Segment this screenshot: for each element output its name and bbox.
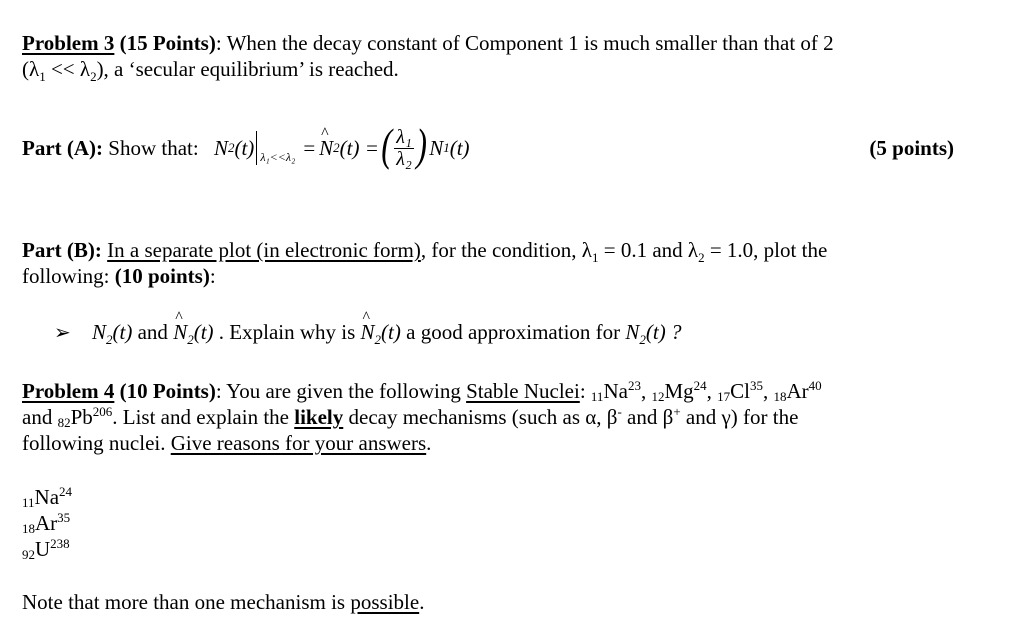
eq-symbol: = (303, 135, 316, 160)
mass-number: 23 (627, 378, 641, 393)
atomic-number: 11 (22, 495, 35, 510)
subscript: 1 (39, 69, 46, 85)
atomic-number: 17 (717, 389, 731, 404)
atomic-number: 11 (590, 389, 604, 404)
subscript: 2 (639, 332, 646, 348)
problem3-text1: : When the decay constant of Component 1 is much smaller than that of 2 (215, 31, 834, 55)
bullet-text: . Explain why is (213, 320, 361, 344)
note-text: . (419, 590, 425, 614)
note-possible: possible (350, 590, 420, 614)
partB-label: Part (B): (22, 238, 102, 262)
element-symbol: Na (603, 379, 628, 403)
eq-symbol: N (625, 320, 640, 344)
eq-symbol: (t) (193, 320, 214, 344)
eq-symbol: (t) (381, 320, 401, 344)
eq-symbol: N (360, 320, 375, 344)
evaluation-bar (256, 131, 296, 165)
atomic-number: 18 (773, 389, 787, 404)
paren-close: ) (416, 119, 427, 170)
subscript: 2 (698, 250, 705, 266)
mass-number: 35 (749, 378, 763, 393)
note-text: Note that more than one mechanism is (22, 590, 351, 614)
element-symbol: Ar (786, 379, 809, 403)
superscript: + (673, 404, 681, 419)
partA-text: Show that: (103, 135, 204, 160)
nucleus-item (22, 536, 70, 562)
problem4-line2 (22, 404, 799, 430)
fraction-numerator: λ₁ (396, 125, 412, 148)
eq-symbol: N (429, 135, 444, 160)
problem4-line3 (22, 433, 431, 454)
partB-text: = 1.0, plot the (704, 238, 828, 262)
mass-number: 206 (92, 404, 113, 419)
problem3-points: (15 Points) (119, 31, 216, 55)
eq-symbol: (t) (234, 135, 255, 160)
bullet-line (54, 320, 682, 348)
eq-hat-symbol (319, 135, 334, 160)
element-symbol: Pb (70, 405, 93, 429)
subscript: 1 (591, 250, 599, 266)
partB-text: , for the condition, λ (420, 238, 592, 262)
bullet-text: and (132, 320, 174, 344)
partB-text: : (209, 264, 216, 288)
mass-number: 40 (808, 378, 822, 393)
eq-hat-symbol (173, 322, 187, 343)
nucleus-item (22, 484, 73, 510)
atomic-number: 82 (57, 415, 71, 430)
eq-symbol: (t) ? (645, 320, 682, 344)
reasons-link: Give reasons for your answers (170, 431, 427, 455)
fraction (394, 127, 414, 170)
problem4-points: (10 Points) (119, 379, 216, 403)
eq-symbol: N (213, 135, 228, 160)
partA-line (22, 119, 1002, 170)
mass-number: 24 (59, 484, 73, 499)
bullet-text: a good approximation for (400, 320, 626, 344)
problem3-text: (λ (22, 57, 40, 81)
problem4-text: following nuclei. (22, 431, 171, 455)
subscript: 2 (374, 332, 382, 348)
subscript: 2 (90, 69, 97, 85)
eq-symbol: N (319, 135, 334, 160)
element-symbol: Na (34, 485, 60, 509)
paren-open: ( (381, 119, 392, 170)
partB-points: (10 points) (114, 264, 210, 288)
partB-line1 (22, 238, 828, 266)
problem4-text: and γ) for the (680, 405, 799, 429)
eq-symbol: (t) = (339, 135, 379, 160)
eq-hat-symbol (361, 322, 375, 343)
problem3-title: Problem 3 (22, 31, 115, 55)
partA-points: (5 points) (869, 135, 954, 160)
element-symbol: U (35, 537, 51, 561)
mass-number: 24 (693, 378, 707, 393)
subscript: 2 (187, 332, 194, 348)
problem4-title: Problem 4 (22, 379, 115, 403)
eq-condition: λ₁<<λ₂ (260, 150, 296, 164)
superscript: - (617, 404, 622, 419)
bullet-arrow-icon: ➢ (54, 322, 71, 344)
mass-number: 238 (50, 536, 70, 551)
problem3-text: ), a ‘secular equilibrium’ is reached. (96, 57, 399, 81)
nucleus-item (22, 510, 71, 536)
element-symbol: Mg (664, 379, 694, 403)
note-line (22, 592, 424, 613)
problem4-text: : (579, 379, 591, 403)
eq-symbol: (t) (112, 320, 133, 344)
subscript: 2 (106, 332, 113, 348)
atomic-number: 12 (651, 389, 665, 404)
likely-emphasis: likely (294, 405, 344, 429)
element-symbol: Ar (35, 511, 58, 535)
problem4-text: . List and explain the (112, 405, 295, 429)
stable-nuclei-link: Stable Nuclei (466, 379, 580, 403)
eq-symbol: N (173, 320, 188, 344)
eq-symbol: N (92, 320, 107, 344)
atomic-number: 18 (22, 521, 35, 536)
partB-line2 (22, 266, 216, 287)
problem4-text: and (22, 405, 58, 429)
problem4-text: . (426, 431, 432, 455)
partB-text: = 0.1 and λ (598, 238, 699, 262)
fraction-denominator: λ₂ (396, 147, 412, 170)
problem4-text: : You are given the following (215, 379, 467, 403)
equation: N 2 (t) λ₁<<λ₂ = ^ N 2 (t) = ( $\frac{\text{λ₁}}{\text{λ₂}}$ ) N 1 (t) (214, 125, 470, 171)
atomic-number: 92 (22, 547, 35, 562)
eq-symbol: (t) (449, 135, 470, 160)
element-symbol: Cl (730, 379, 750, 403)
partB-underlined: In a separate plot (in electronic form) (107, 238, 421, 262)
problem4-text: and β (621, 405, 674, 429)
problem3-line2 (22, 57, 399, 85)
partA-label: Part (A): (22, 135, 104, 160)
problem4-line1: Problem 4 (10 Points): You are given the following Stable Nuclei: 11Na$^{23}$, 12Mg$^{24}$, 17Cl$^{35}$, 18Ar$^{40}$ (22, 378, 822, 404)
problem4-text: decay mechanisms (such as α, β (343, 405, 618, 429)
problem3-line1 (22, 33, 834, 54)
partB-text: following: (22, 264, 115, 288)
problem3-text: << λ (45, 57, 91, 81)
mass-number: 35 (57, 510, 71, 525)
